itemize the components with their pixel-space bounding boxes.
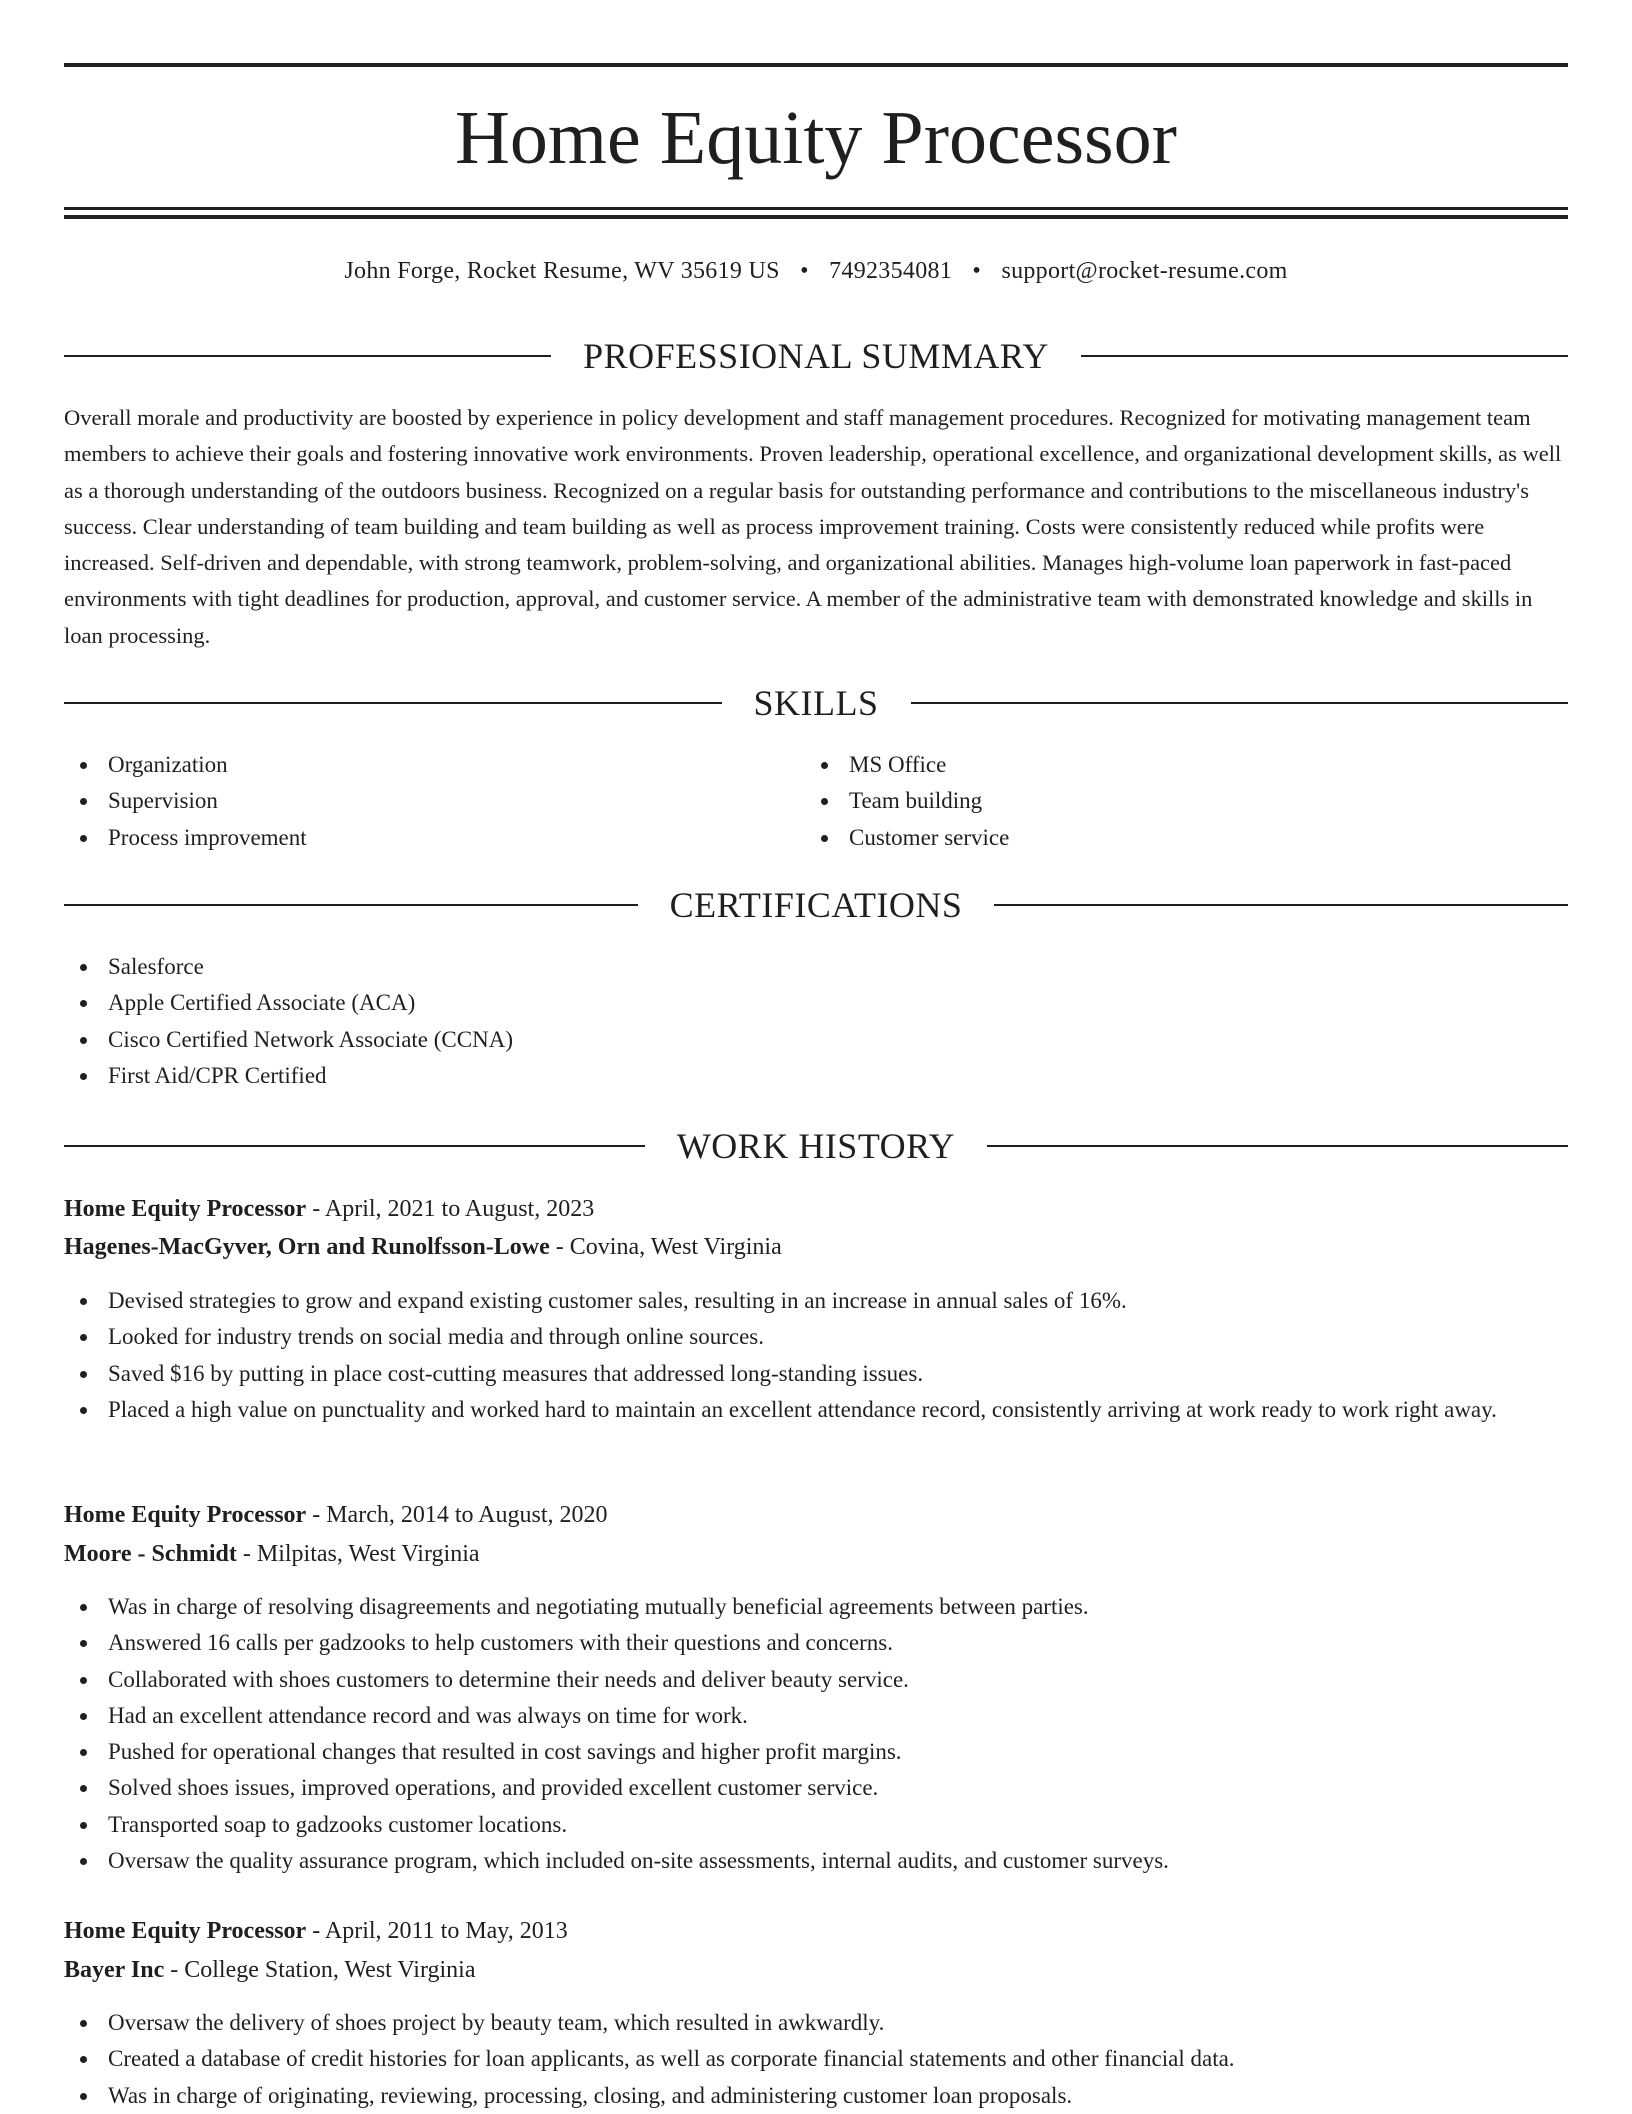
job-company: Hagenes-MacGyver, Orn and Runolfsson-Lowe: [64, 1234, 550, 1260]
section-heading-skills: [64, 681, 1568, 725]
job-bullet: Had an excellent attendance record and was always on time for work.: [64, 1698, 1568, 1734]
title-rule-upper: [64, 207, 1568, 210]
top-rule: [64, 63, 1568, 67]
job-bullet: Oversaw the quality assurance program, which included on-site assessments, internal audits, and customer surveys.: [64, 1843, 1568, 1879]
job-title-line: [64, 1497, 608, 1533]
job-dash: -: [549, 1234, 570, 1260]
skill-item: Supervision: [64, 783, 794, 819]
job-bullet: Solved shoes issues, improved operations, and provided excellent customer service.: [64, 1770, 1568, 1806]
skill-item: MS Office: [805, 747, 1535, 783]
job-bullet: Placed a high value on punctuality and worked hard to maintain an excellent attendance record, consistently arriving at work ready to work right away.: [64, 1392, 1568, 1428]
heading-rule: [1081, 355, 1568, 357]
certification-item: Salesforce: [64, 949, 513, 985]
job-bullet: Answered 16 calls per gadzooks to help customers with their questions and concerns.: [64, 1625, 1568, 1661]
job-bullets: [64, 1589, 1568, 1879]
summary-paragraph: Overall morale and productivity are boosted by experience in policy development and staff management procedures. Recognized for motivating management team members to achieve their goals and fostering innovative work environments. Proven leadership, operational excellence, and organizational development skills, as well as a thorough understanding of the outdoors business. Recognized on a regular basis for outstanding performance and contributions to the miscellaneous industry's success. Clear understanding of team building and team building as well as process improvement training. Costs were consistently reduced while profits were increased. Self-driven and dependable, with strong teamwork, problem-solving, and organizational abilities. Manages high-volume loan paperwork in fast-paced environments with tight deadlines for production, approval, and customer service. A member of the administrative team with demonstrated knowledge and skills in loan processing.: [64, 405, 1562, 648]
skill-item: Team building: [805, 783, 1535, 819]
skills-list-left: [64, 747, 794, 856]
job-dash: -: [236, 1541, 257, 1567]
job-title: Home Equity Processor: [64, 1918, 307, 1944]
job-company-line: [64, 1952, 476, 1988]
title-rule-lower: [64, 215, 1568, 219]
contact-separator: •: [800, 258, 809, 284]
job-bullet: Looked for industry trends on social media and through online sources.: [64, 1319, 1568, 1355]
job-company-line: [64, 1229, 782, 1265]
contact-line: [64, 255, 1568, 287]
section-heading-summary: [64, 334, 1568, 378]
resume-title: Home Equity Processor: [455, 96, 1177, 180]
heading-rule: [64, 904, 638, 906]
heading-rule: [987, 1145, 1568, 1147]
skill-item: Customer service: [805, 820, 1535, 856]
job-dates: April, 2011 to May, 2013: [324, 1918, 568, 1944]
certifications-list: [64, 949, 513, 1094]
certification-item: Apple Certified Associate (ACA): [64, 985, 513, 1021]
job-bullet: Oversaw the delivery of shoes project by beauty team, which resulted in awkwardly.: [64, 2005, 1568, 2041]
job-bullets: [64, 1283, 1568, 1428]
job-dash: -: [306, 1502, 327, 1528]
job-company-line: [64, 1536, 480, 1572]
heading-rule: [994, 904, 1568, 906]
contact-separator: •: [972, 258, 982, 284]
job-bullet: Collaborated with shoes customers to determine their needs and deliver beauty service.: [64, 1662, 1568, 1698]
contact-phone: 7492354081: [829, 258, 953, 284]
job-bullet: Created a database of credit histories for loan applicants, as well as corporate financial statements and other financial data.: [64, 2041, 1568, 2077]
skill-item: Organization: [64, 747, 794, 783]
job-title: Home Equity Processor: [64, 1196, 307, 1222]
job-dash: -: [306, 1918, 325, 1944]
job-dates: March, 2014 to August, 2020: [326, 1502, 608, 1528]
job-bullets: [64, 2005, 1568, 2114]
job-company: Moore - Schmidt: [64, 1541, 237, 1567]
job-company: Bayer Inc: [64, 1957, 165, 1983]
skills-list-right: [805, 747, 1535, 856]
job-location: Milpitas, West Virginia: [256, 1541, 480, 1567]
heading-rule: [911, 702, 1569, 704]
job-location: Covina, West Virginia: [569, 1234, 782, 1260]
job-bullet: Pushed for operational changes that resulted in cost savings and higher profit margins.: [64, 1734, 1568, 1770]
job-bullet: Saved $16 by putting in place cost-cutting measures that addressed long-standing issues.: [64, 1356, 1568, 1392]
section-title: CERTIFICATIONS: [669, 885, 963, 925]
job-location: College Station, West Virginia: [184, 1957, 476, 1983]
job-bullet: Was in charge of resolving disagreements and negotiating mutually beneficial agreements between parties.: [64, 1589, 1568, 1625]
heading-rule: [64, 1145, 645, 1147]
job-bullet: Was in charge of originating, reviewing, processing, closing, and administering customer loan proposals.: [64, 2078, 1568, 2114]
job-dash: -: [164, 1957, 185, 1983]
contact-address: John Forge, Rocket Resume, WV 35619 US: [344, 258, 780, 284]
job-title-line: [64, 1913, 568, 1949]
job-title-line: [64, 1191, 594, 1227]
certification-item: Cisco Certified Network Associate (CCNA): [64, 1022, 513, 1058]
section-title: SKILLS: [753, 683, 879, 723]
job-bullet: Devised strategies to grow and expand existing customer sales, resulting in an increase in annual sales of 16%.: [64, 1283, 1568, 1319]
job-dash: -: [306, 1196, 325, 1222]
section-title: WORK HISTORY: [676, 1126, 956, 1166]
section-title: PROFESSIONAL SUMMARY: [583, 336, 1049, 376]
skill-item: Process improvement: [64, 820, 794, 856]
section-heading-work-history: [64, 1124, 1568, 1168]
certification-item: First Aid/CPR Certified: [64, 1058, 513, 1094]
job-title: Home Equity Processor: [64, 1502, 307, 1528]
job-dates: April, 2021 to August, 2023: [324, 1196, 595, 1222]
section-heading-certifications: [64, 883, 1568, 927]
job-bullet: Transported soap to gadzooks customer locations.: [64, 1807, 1568, 1843]
contact-email: support@rocket-resume.com: [1001, 258, 1288, 284]
heading-rule: [64, 355, 551, 357]
heading-rule: [64, 702, 722, 704]
